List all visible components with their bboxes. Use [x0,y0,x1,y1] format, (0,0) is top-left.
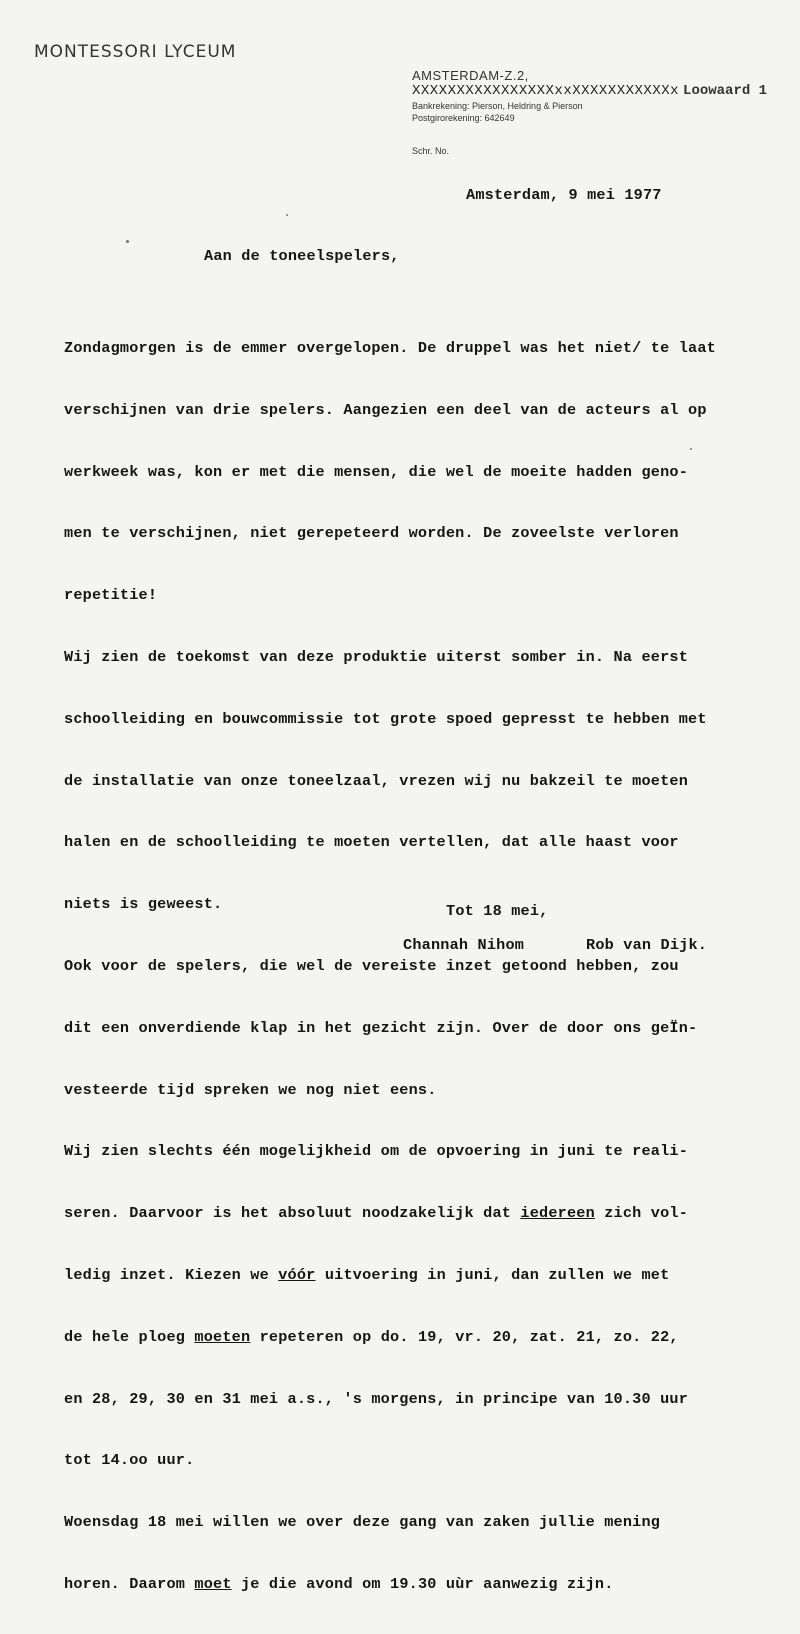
text-segment: seren. Daarvoor is het absoluut noodzakelijk dat [64,1204,521,1223]
body-line: de installatie van onze toneelzaal, vrezen wij nu bakzeil te moeten [64,771,689,790]
text-segment: je die avond om 19.30 uùr aanwezig zijn. [231,1574,614,1593]
signature-name-second: Rob van Dijk. [586,936,708,954]
body-line: Wij zien de toekomst van deze produktie uiterst somber in. Na eerst [64,647,689,666]
text-segment: horen. Daarom [64,1574,195,1593]
letter-body [64,300,716,1634]
text-segment: de hele ploeg [64,1327,195,1346]
body-line: Ook voor de spelers, die wel de vereiste inzet getoond hebben, zou [64,956,679,975]
paper-speck [126,240,129,243]
body-line: tot 14.oo uur. [64,1451,195,1470]
body-line [64,1572,716,1598]
giro-account: Postgirorekening: 642649 [412,113,515,123]
body-line: werkweek was, kon er met die mensen, die wel de moeite hadden geno- [64,462,689,481]
body-line: halen en de schoolleiding te moeten vertellen, dat alle haast voor [64,833,679,852]
letter-date: Amsterdam, 9 mei 1977 [466,186,662,204]
underlined-word: moeten [194,1327,251,1346]
underlined-word: moet [194,1574,232,1593]
text-segment: uitvoering in juni, dan zullen we met [315,1265,670,1284]
body-line [64,1201,716,1227]
struck-out-address: XXXXXXXXXXXXXXXXxxXXXXXXXXXXXx [412,83,680,99]
underlined-word: iedereen [520,1204,595,1223]
body-line: Zondagmorgen is de emmer overgelopen. De druppel was het niet/ te laat [64,339,716,357]
body-line: dit een onverdiende klap in het gezicht zijn. Over de door ons geÏn- [64,1018,698,1037]
paper-speck [690,448,692,450]
body-line: Woensdag 18 mei willen we over deze gang van zaken jullie mening [64,1513,661,1532]
signature-name-first: Channah Nihom [403,936,525,954]
closing-line: Tot 18 mei, [446,902,549,920]
body-line: men te verschijnen, niet gerepeteerd worden. De zoveelste verloren [64,524,679,543]
letterhead-city: AMSTERDAM-Z.2, [412,68,529,83]
street-address: Loowaard 1 [683,83,768,99]
letterhead-address-block [412,68,800,156]
body-line: repetitie! [64,586,158,605]
bank-account: Bankrekening: Pierson, Heldring & Pierson [412,101,583,111]
body-line: niets is geweest. [64,895,223,914]
body-line [64,1263,716,1289]
school-name: MONTESSORI LYCEUM [34,42,237,62]
body-line: Wij zien slechts één mogelijkheid om de opvoering in juni te reali- [64,1142,689,1161]
paper-speck [286,214,288,216]
body-line: verschijnen van drie spelers. Aangezien een deel van de acteurs al op [64,400,707,419]
reference-number-label: Schr. No. [412,146,450,156]
body-line: en 28, 29, 30 en 31 mei a.s., 's morgens, in principe van 10.30 uur [64,1389,689,1408]
salutation: Aan de toneelspelers, [204,247,400,265]
text-segment: repeteren op do. 19, vr. 20, zat. 21, zo. 22, [250,1327,679,1346]
text-segment: zich vol- [594,1204,689,1223]
text-segment: ledig inzet. Kiezen we [64,1265,279,1284]
underlined-word: vóór [278,1265,316,1284]
body-line [64,1325,716,1351]
body-line: vesteerde tijd spreken we nog niet eens. [64,1080,437,1099]
body-line: schoolleiding en bouwcommissie tot grote spoed gepresst te hebben met [64,709,707,728]
letterhead-street-line [412,83,800,100]
